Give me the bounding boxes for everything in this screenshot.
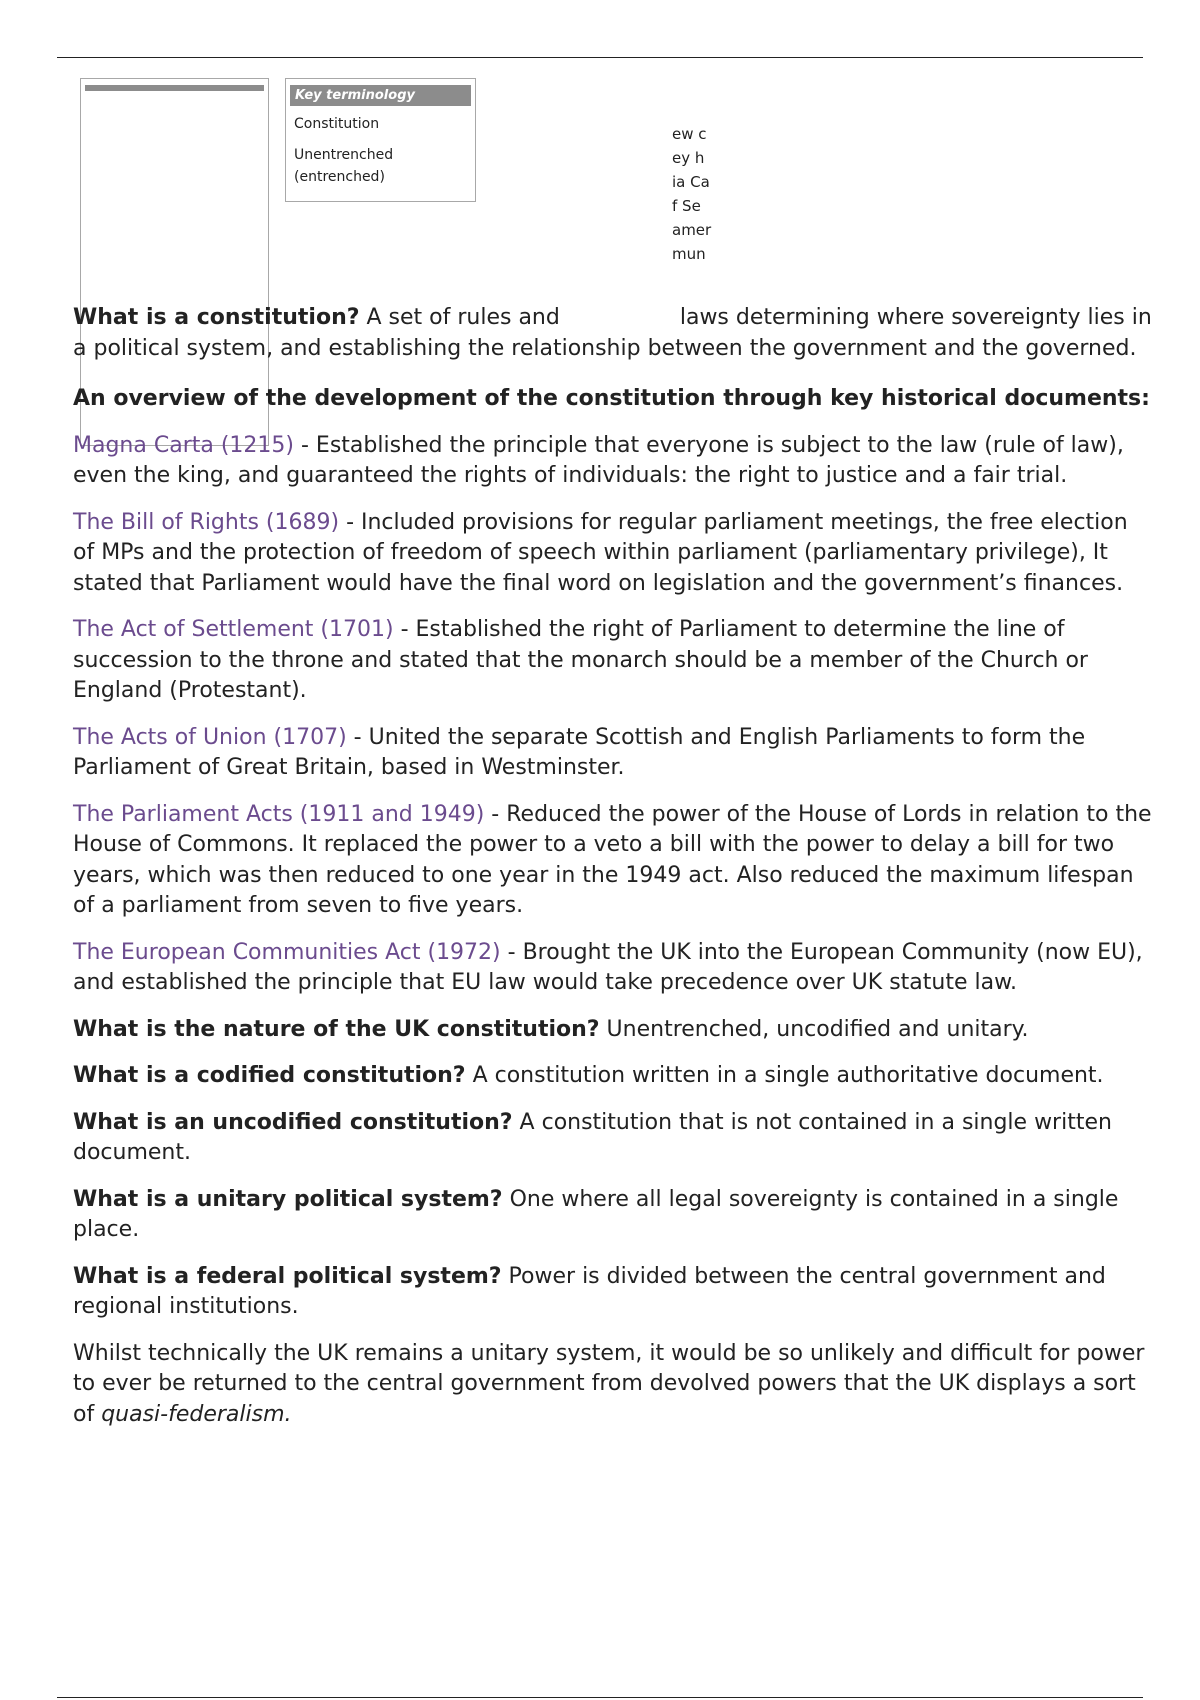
document-description: - Reduced the power of the House of Lords in relation to the House of Commons. It replaced the power to a veto a bill with the power to delay a bill for two years, which was then reduced to one year in the 1949 act. Also reduced the maximum lifespan of a parliament from seven to five years. (73, 801, 1152, 918)
top-rule (57, 57, 1143, 58)
document-title: The Bill of Rights (1689) (73, 509, 340, 535)
document-entry (73, 431, 1153, 492)
document-entry (73, 508, 1153, 600)
empty-box-header-bar (85, 85, 264, 91)
closing-paragraph (73, 1339, 1153, 1431)
key-terminology-box (285, 78, 476, 202)
document-entry (73, 800, 1153, 922)
document-description: - Brought the UK into the European Community (now EU), and established the principle that EU law would take precedence over UK statute law. (73, 939, 1143, 995)
qa-answer: One where all legal sovereignty is contained in a single place. (73, 1186, 1119, 1242)
fragment-line: ey h (672, 149, 705, 167)
qa-question: What is a federal political system? (73, 1263, 502, 1289)
qa-item (73, 1262, 1153, 1323)
closing-text: Whilst technically the UK remains a unitary system, it would be so unlikely and difficult for power to ever be returned to the central government from devolved powers that the UK displays a sort of (73, 1340, 1145, 1427)
document-description: - Established the right of Parliament to determine the line of succession to the throne and stated that the monarch should be a member of the Church or England (Protestant). (73, 617, 1088, 703)
document-title: Magna Carta (1215) (73, 432, 294, 458)
fragment-line: mun (672, 245, 706, 263)
qa-item (73, 1061, 1153, 1092)
document-title: The Act of Settlement (1701) (73, 617, 394, 642)
definition-question: What is a constitution? (73, 305, 360, 330)
fragment-line: amer (672, 221, 712, 239)
overview-heading: An overview of the development of the constitution through key historical documents: (73, 386, 1150, 411)
qa-answer: Power is divided between the central government and regional institutions. (73, 1263, 1106, 1319)
document-title: The European Communities Act (1972) (73, 939, 501, 965)
document-entry (73, 615, 1153, 707)
document-description: - Established the principle that everyone is subject to the law (rule of law), even the king, and guaranteed the rights of individuals: the right to justice and a fair trial. (73, 432, 1124, 488)
qa-answer: A constitution that is not contained in a single written document. (73, 1109, 1112, 1165)
definition-answer-start: A set of rules and (366, 305, 560, 330)
document-description: - Included provisions for regular parliament meetings, the free election of MPs and the protection of freedom of speech within parliament (parliamentary privilege), It stated that Parliament would have the final word on legislation and the government’s finances. (73, 509, 1128, 596)
qa-question: What is the nature of the UK constitution? (73, 1016, 600, 1042)
bottom-rule (57, 1697, 1143, 1698)
fragment-line: ia Ca (672, 173, 710, 191)
definition-answer-end: laws determining where sovereignty lies in a political system, and establishing the relationship between the government and the governed. (73, 305, 1152, 361)
key-terminology-title: Key terminology (290, 85, 471, 106)
document-entry (73, 938, 1153, 999)
term-constitution: Constitution (294, 116, 380, 132)
document-entry (73, 723, 1153, 784)
qa-item (73, 1185, 1153, 1246)
fragment-line: ew c (672, 125, 707, 143)
qa-item (73, 1015, 1153, 1046)
qa-item (73, 1108, 1153, 1169)
clipped-text-fragments (672, 122, 712, 266)
closing-emphasis: quasi-federalism. (101, 1401, 292, 1427)
document-title: The Acts of Union (1707) (73, 724, 347, 750)
document-body (73, 303, 1153, 1446)
fragment-line: f Se (672, 197, 701, 215)
qa-answer: Unentrenched, uncodified and unitary. (599, 1016, 1029, 1042)
document-title: The Parliament Acts (1911 and 1949) (73, 801, 485, 827)
constitution-definition (73, 303, 1153, 364)
term-unentrenched: Unentrenched (entrenched) (294, 147, 394, 185)
document-description: - United the separate Scottish and English Parliaments to form the Parliament of Great Britain, based in Westminster. (73, 724, 1086, 780)
qa-question: What is an uncodified constitution? (73, 1109, 513, 1135)
qa-answer: A constitution written in a single authoritative document. (465, 1063, 1104, 1088)
qa-question: What is a unitary political system? (73, 1186, 503, 1212)
qa-question: What is a codified constitution? (73, 1063, 466, 1088)
